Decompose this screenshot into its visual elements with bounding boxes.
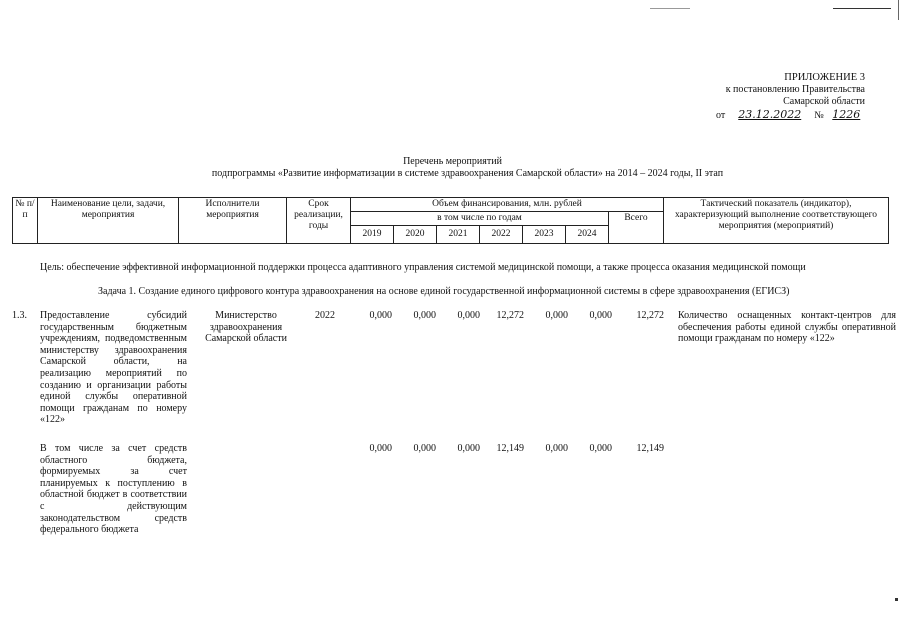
document-subtitle: подпрограммы «Развитие информатизации в системе здравоохранения Самарской области» на 2014 – 2024 годы, II этап xyxy=(211,168,724,179)
row-num: 1.3. xyxy=(12,310,27,321)
row-value-2023: 0,000 xyxy=(545,310,568,321)
row-total: 12,272 xyxy=(636,310,664,321)
row-name: В том числе за счет средств областного бюджета, формируемых за счет планируемых к поступлению в областной бюджет в соответствии с действующим законодательством средств федерального бюджета xyxy=(40,443,187,536)
header-year: 2019 xyxy=(351,226,394,244)
header-num: № п/п xyxy=(13,198,38,244)
row-value-2021: 0,000 xyxy=(457,443,480,454)
header-total: Всего xyxy=(609,212,664,244)
row-value-2024: 0,000 xyxy=(589,443,612,454)
number-value: 1226 xyxy=(832,108,861,121)
row-value-2022: 12,272 xyxy=(496,310,524,321)
header-by-year: в том числе по годам xyxy=(351,212,609,226)
row-value-2024: 0,000 xyxy=(589,310,612,321)
header-executor: Исполнители мероприятия xyxy=(179,198,287,244)
header-year: 2020 xyxy=(394,226,437,244)
row-value-2021: 0,000 xyxy=(457,310,480,321)
row-indicator: Количество оснащенных контакт-центров для обеспечения работы единой службы оперативной помощи гражданам по номеру «122» xyxy=(678,310,896,345)
header-period: Срок реализации, годы xyxy=(287,198,351,244)
header-year: 2021 xyxy=(437,226,480,244)
appendix-date-line xyxy=(716,109,866,122)
header-year: 2023 xyxy=(523,226,566,244)
document-title-block xyxy=(0,156,905,180)
goal-text: Цель: обеспечение эффективной информационной поддержки процесса адаптивного управления системой медицинской помощи, а также процесса оказания медицинской помощи xyxy=(40,262,806,273)
document-title: Перечень мероприятий xyxy=(403,156,502,167)
row-value-2019: 0,000 xyxy=(369,443,392,454)
row-value-2019: 0,000 xyxy=(369,310,392,321)
date-value: 23.12.2022 xyxy=(738,108,802,121)
number-prefix: № xyxy=(814,110,824,121)
row-period: 2022 xyxy=(315,310,335,321)
row-total: 12,149 xyxy=(636,443,664,454)
row-value-2023: 0,000 xyxy=(545,443,568,454)
header-year: 2022 xyxy=(480,226,523,244)
appendix-title: ПРИЛОЖЕНИЕ 3 xyxy=(784,72,865,83)
header-name: Наименование цели, задачи, мероприятия xyxy=(38,198,179,244)
row-value-2020: 0,000 xyxy=(413,443,436,454)
row-value-2022: 12,149 xyxy=(496,443,524,454)
table-header xyxy=(12,197,889,244)
row-executor: Министерство здравоохранения Самарской области xyxy=(205,310,287,345)
header-indicator: Тактический показатель (индикатор), характеризующий выполнение соответствующего мероприятия (мероприятий) xyxy=(664,198,889,244)
row-value-2020: 0,000 xyxy=(413,310,436,321)
appendix-line-1: к постановлению Правительства xyxy=(725,84,865,95)
row-name: Предоставление субсидий государственным бюджетным учреждениям, подведомственным министерству здравоохранения Самарской области, на реализацию мероприятий по созданию и организации работы единой службы оперативной помощи гражданам по номеру «122» xyxy=(40,310,187,426)
header-funding: Объем финансирования, млн. рублей xyxy=(351,198,664,212)
appendix-block xyxy=(690,72,865,120)
appendix-line-2: Самарской области xyxy=(783,96,865,107)
header-year: 2024 xyxy=(566,226,609,244)
date-prefix: от xyxy=(716,110,726,121)
task-text: Задача 1. Создание единого цифрового контура здравоохранения на основе единой государственной информационной системы в сфере здравоохранения (ЕГИСЗ) xyxy=(98,286,790,297)
